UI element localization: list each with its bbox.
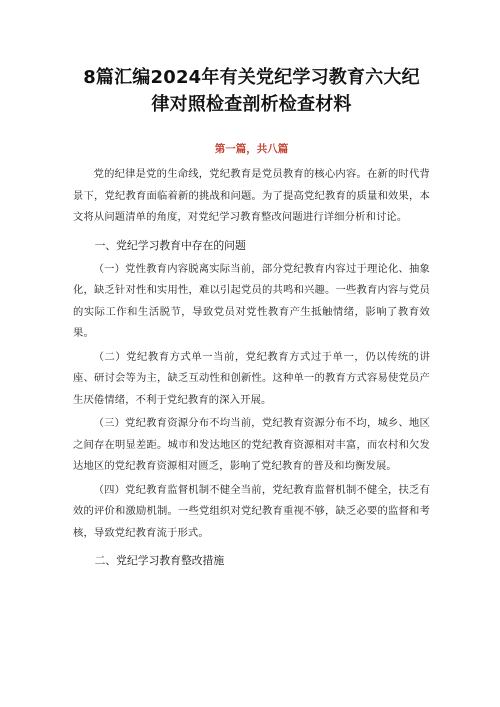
section1-item-1: （一）党性教育内容脱离实际当前，部分党纪教育内容过于理论化、抽象化，缺乏针对性和实用性，难以引起党员的共鸣和兴趣。一些教育内容与党员的实际工作和生活脱节，导致党员对党性教育产生抵触情绪，影响了教育效果。 xyxy=(73,262,430,339)
section-heading-1: 一、党纪学习教育中存在的问题 xyxy=(94,238,246,252)
section1-item-4: （四）党纪教育监督机制不健全当前，党纪教育监督机制不健全，扶乏有效的评价和激励机制。一些党组织对党纪教育重视不够，缺乏必要的监督和考核，导致党纪教育流于形式。 xyxy=(73,483,430,539)
document-title xyxy=(73,64,430,118)
intro-paragraph: 党的纪律是党的生命线，党纪教育是党员教育的核心内容。在新的时代背景下，党纪教育面临着新的挑战和问题。为了提高党纪教育的质量和效果，本文将从问题清单的角度，对党纪学习教育整改问题进行详细分析和讨论。 xyxy=(73,168,430,223)
document-subtitle: 第一篇，共八篇 xyxy=(214,143,289,155)
document-title-line1: 8篇汇编2024年有关党纪学习教育六大纪 xyxy=(83,67,420,88)
document-title-line2: 律对照检查剖析检查材料 xyxy=(151,94,352,115)
section-heading-2: 二、党纪学习教育整改措施 xyxy=(94,554,225,567)
section1-item-2: （二）党纪教育方式单一当前，党纪教育方式过于单一，仍以传统的讲座、研讨会等为主，缺乏互动性和创新性。这种单一的教育方式容易使党员产生厌倦情绪，不利于党纪教育的深入开展。 xyxy=(73,350,430,406)
section1-item-3: （三）党纪教育资源分布不均当前，党纪教育资源分布不均，城乡、地区之间存在明显差距。城市和发达地区的党纪教育资源相对丰富，而农村和欠发达地区的党纪教育资源相对匮乏，影响了党纪教育的普及和均衡发展。 xyxy=(73,417,430,472)
